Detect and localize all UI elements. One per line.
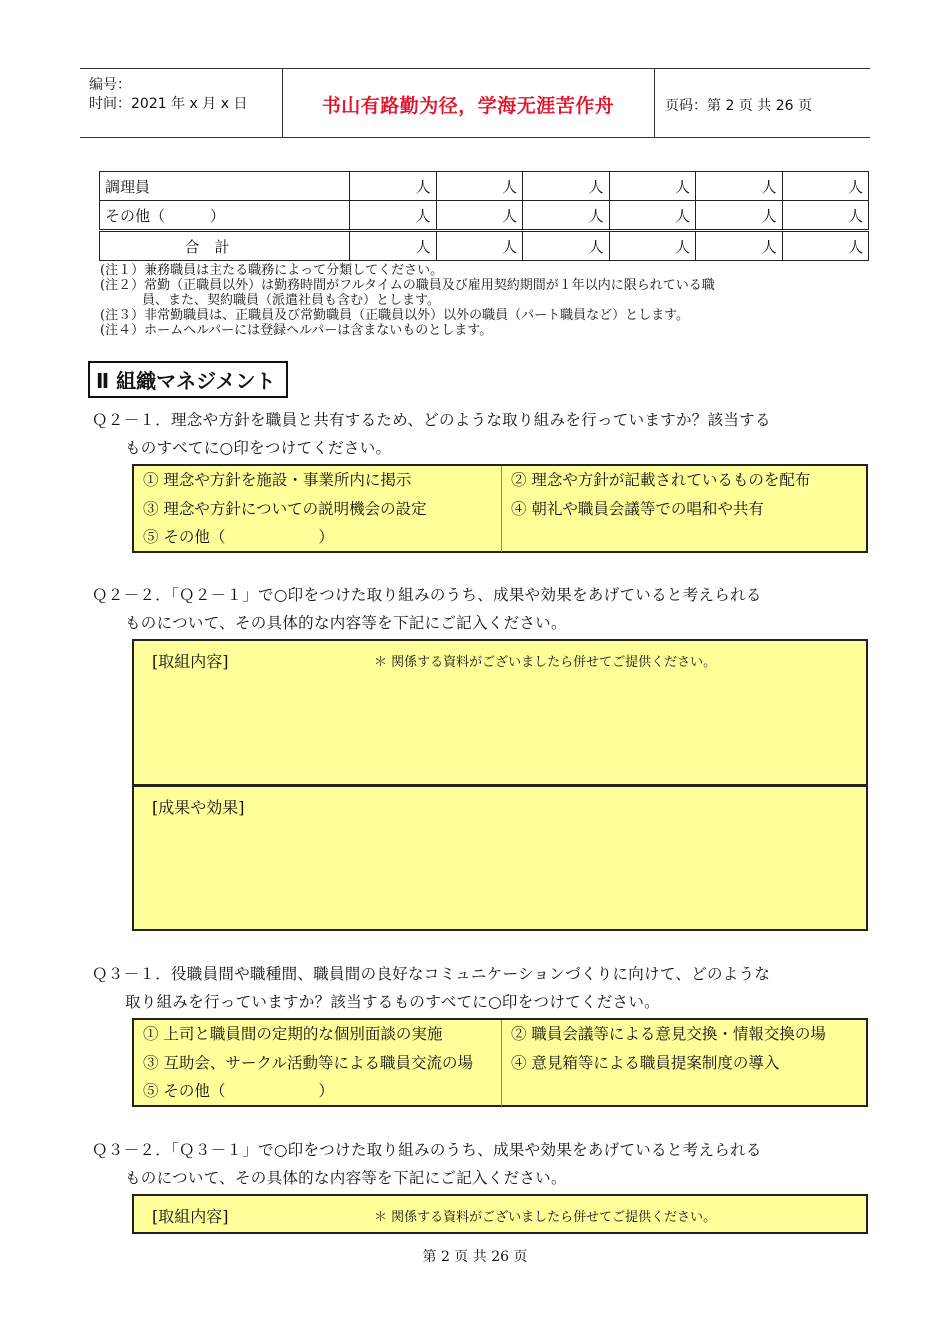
count-cell[interactable]: 人 <box>350 172 437 201</box>
row-label: 調理員 <box>100 172 350 201</box>
note-item: (注３）非常勤職員は、正職員及び常勤職員（正職員以外）以外の職員（パート職員など）とします。 <box>100 308 690 323</box>
table-row <box>100 172 869 201</box>
count-cell[interactable]: 人 <box>523 172 610 201</box>
question-text: Ｑ２－１．理念や方針を職員と共有するため、どのような取り組みを行っていますか？該当する <box>92 411 771 429</box>
options-row <box>134 1077 866 1106</box>
options-box-q2-1 <box>132 464 868 553</box>
question-text: Ｑ２－２．「Ｑ２－１」で○印をつけた取り組みのうち、成果や効果をあげていると考えられる <box>92 586 762 604</box>
question-q3-2 <box>92 1136 762 1192</box>
header-page-info: 页码：第 2 页 共 26 页 <box>665 98 812 114</box>
option-item[interactable]: ③ 互助会、サークル活動等による職員交流の場 <box>134 1049 502 1078</box>
answer-box-label: [取組内容] <box>152 652 229 671</box>
answer-box-note: ＊ 関係する資料がございましたら併せてご提供ください。 <box>374 655 717 670</box>
table-row <box>100 201 869 231</box>
question-text: 取り組みを行っていますか？該当するものすべてに○印をつけてください。 <box>125 993 660 1011</box>
note-item: (注２）常勤（正職員以外）は勤務時間がフルタイムの職員及び雇用契約期間が１年以内に限られている職 <box>100 278 715 293</box>
count-cell[interactable]: 人 <box>523 201 610 231</box>
option-item[interactable]: ② 理念や方針が記載されているものを配布 <box>511 471 811 489</box>
answer-box-results[interactable] <box>132 785 868 931</box>
question-text: Ｑ３－１．役職員間や職種間、職員間の良好なコミュニケーションづくりに向けて、どのような <box>92 965 771 983</box>
count-cell[interactable]: 人 <box>436 172 523 201</box>
answer-box-label: [成果や効果] <box>152 798 245 817</box>
note-item-continuation: 員、また、契約職員（派遣社員も含む）とします。 <box>142 293 440 308</box>
answer-box-activities[interactable] <box>132 639 868 786</box>
count-cell[interactable]: 人 <box>782 172 869 201</box>
options-box-q3-1 <box>132 1018 868 1107</box>
count-cell[interactable]: 人 <box>609 201 696 231</box>
option-item[interactable]: ① 上司と職員間の定期的な個別面談の実施 <box>134 1020 502 1049</box>
option-item[interactable]: ② 職員会議等による意見交換・情報交換の場 <box>511 1025 826 1043</box>
options-row <box>134 466 866 495</box>
option-item[interactable]: ⑤ その他（ ） <box>134 1077 502 1106</box>
option-item[interactable]: ④ 意見箱等による職員提案制度の導入 <box>511 1053 780 1072</box>
question-text: ものすべてに○印をつけてください。 <box>125 439 392 457</box>
option-empty <box>502 1077 866 1106</box>
option-item[interactable]: ③ 理念や方針についての説明機会の設定 <box>134 495 502 524</box>
count-cell[interactable]: 人 <box>350 231 437 261</box>
question-text: Ｑ３－２．「Ｑ３－１」で○印をつけた取り組みのうち、成果や効果をあげていると考えられる <box>92 1141 762 1159</box>
table-row-total <box>100 231 869 261</box>
option-item[interactable]: ④ 朝礼や職員会議等での唱和や共有 <box>511 499 764 518</box>
question-q3-1 <box>92 960 770 1016</box>
answer-box-note: ＊ 関係する資料がございましたら併せてご提供ください。 <box>374 1210 717 1225</box>
question-q2-1 <box>92 406 771 462</box>
doc-date: 时间：2021 年 x 月 x 日 <box>89 96 248 112</box>
row-label: その他（ ） <box>100 201 350 231</box>
count-cell[interactable]: 人 <box>782 231 869 261</box>
count-cell[interactable]: 人 <box>523 231 610 261</box>
option-item[interactable]: ① 理念や方針を施設・事業所内に掲示 <box>134 466 502 495</box>
count-cell[interactable]: 人 <box>350 201 437 231</box>
count-cell[interactable]: 人 <box>696 172 783 201</box>
question-text: ものについて、その具体的な内容等を下記にご記入ください。 <box>125 614 567 632</box>
options-row <box>134 1020 866 1049</box>
doc-number: 编号： <box>89 77 131 93</box>
count-cell[interactable]: 人 <box>436 201 523 231</box>
header-right-cell <box>655 69 870 137</box>
options-row <box>134 523 866 552</box>
count-cell[interactable]: 人 <box>609 172 696 201</box>
option-empty <box>502 523 866 552</box>
note-item: (注４）ホームヘルパーには登録ヘルパーは含まないものとします。 <box>100 323 493 338</box>
count-cell[interactable]: 人 <box>436 231 523 261</box>
options-row <box>134 495 866 524</box>
answer-box-label: [取組内容] <box>152 1207 229 1226</box>
table-notes <box>100 263 715 338</box>
header-motto: 书山有路勤为径，学海无涯苦作舟 <box>321 95 615 117</box>
question-text: ものについて、その具体的な内容等を下記にご記入ください。 <box>125 1169 567 1187</box>
page-footer: 第 2 页 共 26 页 <box>422 1249 528 1265</box>
question-q2-2 <box>92 581 762 637</box>
note-item: (注１）兼務職員は主たる職務によって分類してください。 <box>100 263 444 278</box>
section-title: Ⅱ 組織マネジメント <box>88 361 288 398</box>
row-label-total: 合 計 <box>100 231 350 261</box>
option-item[interactable]: ⑤ その他（ ） <box>134 523 502 552</box>
header-center-cell <box>282 69 655 137</box>
count-cell[interactable]: 人 <box>696 201 783 231</box>
options-row <box>134 1049 866 1078</box>
header-left-cell <box>80 69 283 137</box>
staff-count-table <box>99 171 869 261</box>
count-cell[interactable]: 人 <box>782 201 869 231</box>
count-cell[interactable]: 人 <box>696 231 783 261</box>
count-cell[interactable]: 人 <box>609 231 696 261</box>
answer-box-activities[interactable] <box>132 1194 868 1234</box>
page-header <box>80 68 870 138</box>
